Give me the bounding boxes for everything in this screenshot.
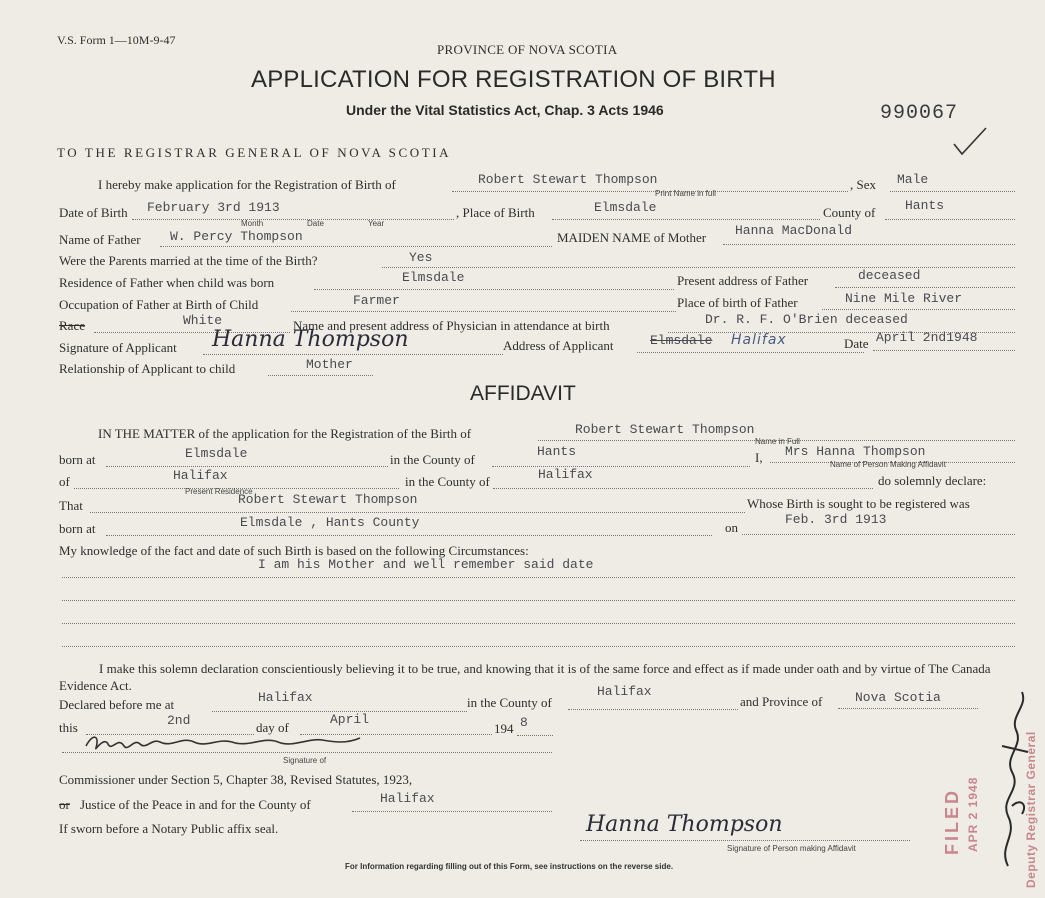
year-digit: 8 <box>520 715 528 730</box>
name-in-full-note: Name in Full <box>755 437 800 446</box>
signature-label: Signature of Applicant <box>59 340 177 355</box>
footer-note: For Information regarding filling out of this Form, see instructions on the reverse side. <box>345 862 674 871</box>
mother-value: Hanna MacDonald <box>735 223 853 238</box>
year-note: Year <box>368 219 385 228</box>
print-name-note: Print Name in full <box>655 189 716 198</box>
month-value: April <box>330 712 370 727</box>
that-name-value: Robert Stewart Thompson <box>238 492 418 507</box>
day-value: 2nd <box>167 713 191 728</box>
deponent-value: Mrs Hanna Thompson <box>785 444 926 459</box>
circumstance-value: I am his Mother and well remember said date <box>258 557 594 572</box>
mother-label: MAIDEN NAME of Mother <box>557 230 707 245</box>
check-mark-icon <box>950 124 990 160</box>
province-heading: PROVINCE OF NOVA SCOTIA <box>437 42 618 57</box>
applicant-signature: Hanna Thompson <box>212 327 409 352</box>
race-value: White <box>183 313 223 328</box>
month-note: Month <box>241 219 264 228</box>
address-label: Address of Applicant <box>503 338 614 353</box>
date-label: Date <box>844 336 869 351</box>
residence-county-value: Halifax <box>538 467 593 482</box>
deponent-signature-note: Signature of Person making Affidavit <box>727 844 856 853</box>
father-label: Name of Father <box>59 232 141 247</box>
intro-label: I hereby make application for the Registration of Birth of <box>98 177 396 192</box>
declared-county-label: in the County of <box>467 695 552 710</box>
province-label: and Province of <box>740 694 823 709</box>
sex-label: , Sex <box>850 177 876 192</box>
county-value: Hants <box>905 198 945 213</box>
present-address-value: deceased <box>858 268 921 283</box>
form-code: V.S. Form 1—10M-9-47 <box>57 33 176 47</box>
form-title: APPLICATION FOR REGISTRATION OF BIRTH <box>251 66 776 93</box>
residence-county-label: in the County of <box>405 474 490 489</box>
justice-county-value: Halifax <box>380 791 435 806</box>
whose-label: Whose Birth is sought to be registered was <box>747 496 970 511</box>
residence-value-aff: Halifax <box>173 468 228 483</box>
race-label: Race <box>59 318 85 333</box>
registrar-stamp: Deputy Registrar General <box>1024 731 1038 888</box>
matter-label: IN THE MATTER of the application for the Registration of the Birth of <box>98 426 472 441</box>
address-struck: Elmsdale <box>650 333 713 348</box>
deponent-signature: Hanna Thompson <box>586 812 783 837</box>
relationship-value: Mother <box>306 357 353 372</box>
born-at2-label: born at <box>59 521 96 536</box>
child-name-value: Robert Stewart Thompson <box>478 172 658 187</box>
born-at-label: born at <box>59 452 96 467</box>
form-subtitle: Under the Vital Statistics Act, Chap. 3 Acts 1946 <box>346 102 664 118</box>
date-value: April 2nd1948 <box>876 330 978 345</box>
declare-label: do solemnly declare: <box>878 473 987 488</box>
father-birthplace-value: Nine Mile River <box>845 291 963 306</box>
date-note: Date <box>307 219 324 228</box>
physician-value: Dr. R. F. O'Brien deceased <box>705 312 908 327</box>
father-value: W. Percy Thompson <box>170 229 303 244</box>
sex-value: Male <box>897 172 929 187</box>
address-value: Halifax <box>731 332 787 348</box>
solemn-declaration: I make this solemn declaration conscientiously believing it to be true, and knowing that it is of the same force and effect as if made under oath and by virtue of The Canada Evidence Act. <box>59 661 991 693</box>
born-at2-value: Elmsdale , Hants County <box>240 515 420 530</box>
or-label: or <box>59 797 70 812</box>
declared-at-value: Halifax <box>258 690 313 705</box>
knowledge-label: My knowledge of the fact and date of such Birth is based on the following Circumstances: <box>59 543 529 558</box>
i-label: I, <box>755 450 763 465</box>
occupation-label: Occupation of Father at Birth of Child <box>59 297 259 312</box>
declared-county-value: Halifax <box>597 684 652 699</box>
addressee: TO THE REGISTRAR GENERAL OF NOVA SCOTIA <box>57 145 452 160</box>
registration-number: 990067 <box>880 102 959 125</box>
affidavit-heading: AFFIDAVIT <box>470 382 576 405</box>
matter-name-value: Robert Stewart Thompson <box>575 422 755 437</box>
county-label: County of <box>823 205 876 220</box>
born-county-label: in the County of <box>390 452 475 467</box>
deponent-note: Name of Person Making Affidavit <box>830 460 946 469</box>
occupation-value: Farmer <box>353 293 400 308</box>
married-label: Were the Parents married at the time of the Birth? <box>59 253 318 268</box>
province-value: Nova Scotia <box>855 690 941 705</box>
on-label: on <box>725 520 738 535</box>
signature-of-note: Signature of <box>283 756 327 765</box>
relationship-label: Relationship of Applicant to child <box>59 361 236 376</box>
physician-label: Name and present address of Physician in attendance at birth <box>293 318 610 333</box>
dob-label: Date of Birth <box>59 205 128 220</box>
place-value: Elmsdale <box>594 200 657 215</box>
on-date-value: Feb. 3rd 1913 <box>785 512 887 527</box>
father-birthplace-label: Place of birth of Father <box>677 295 798 310</box>
present-address-label: Present address of Father <box>677 273 809 288</box>
notary-text: If sworn before a Notary Public affix seal. <box>59 821 279 836</box>
this-label: this <box>59 720 78 735</box>
commissioner-text: Commissioner under Section 5, Chapter 38, Revised Statutes, 1923, <box>59 772 413 787</box>
declared-label: Declared before me at <box>59 697 175 712</box>
registrar-signature <box>988 686 1036 876</box>
of-label: of <box>59 474 70 489</box>
born-at-value: Elmsdale <box>185 446 248 461</box>
residence-label: Residence of Father when child was born <box>59 275 275 290</box>
year-prefix: 194 <box>494 721 514 736</box>
born-county-value: Hants <box>537 444 577 459</box>
place-label: , Place of Birth <box>456 205 535 220</box>
married-value: Yes <box>409 250 433 265</box>
dob-value: February 3rd 1913 <box>147 200 280 215</box>
residence-value: Elmsdale <box>402 270 465 285</box>
filed-stamp: FILED <box>942 788 962 855</box>
residence-note: Present Residence <box>185 487 253 496</box>
that-label: That <box>59 498 83 513</box>
filed-date-stamp: APR 2 1948 <box>966 776 980 852</box>
justice-label: Justice of the Peace in and for the County of <box>80 797 311 812</box>
day-of-label: day of <box>256 720 289 735</box>
